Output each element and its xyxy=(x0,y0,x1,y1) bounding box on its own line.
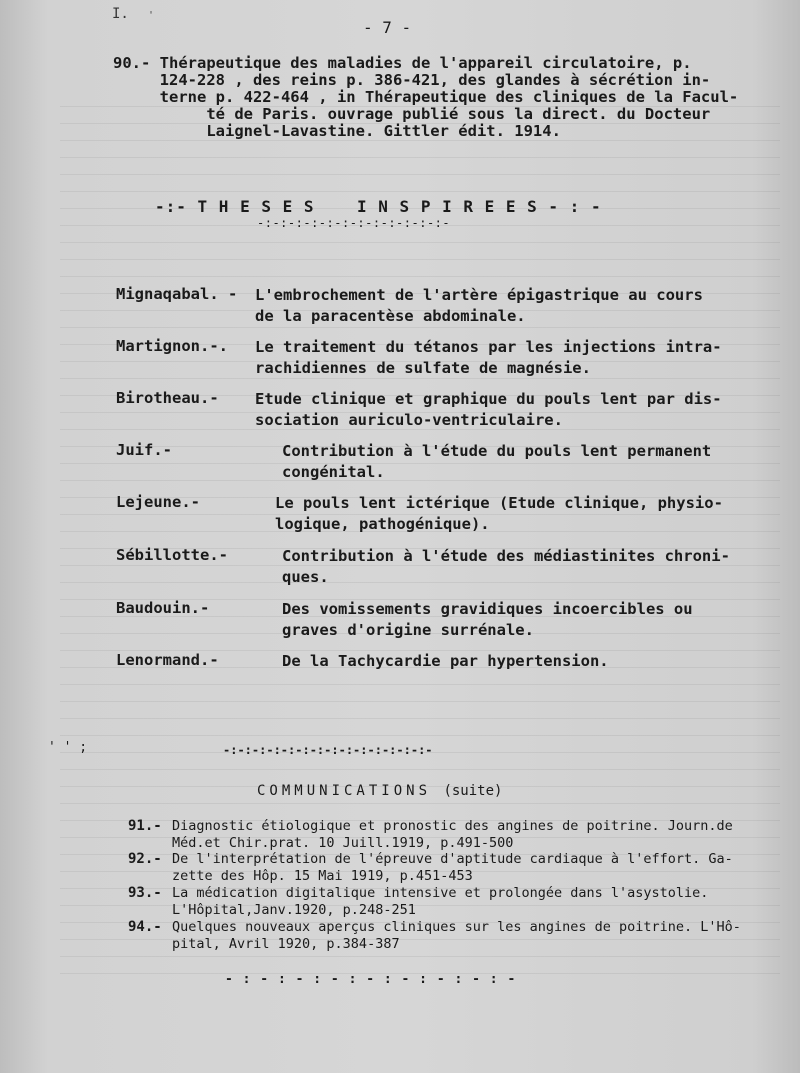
communication-number: 92.- xyxy=(128,851,162,867)
thesis-line: De la Tachycardie par hypertension. xyxy=(282,652,609,670)
theses-section-rule: -:-:-:-:-:-:-:-:-:-:-:-:- xyxy=(257,216,451,230)
communication-number: 93.- xyxy=(128,885,162,901)
thesis-text xyxy=(255,337,795,379)
thesis-text xyxy=(282,441,800,483)
thesis-line: de la paracentèse abdominale. xyxy=(255,307,526,325)
communication-line: Méd.et Chir.prat. 10 Juill.1919, p.491-500 xyxy=(172,835,514,851)
thesis-text xyxy=(255,285,795,327)
theses-section-title: -:- T H E S E S I N S P I R E E S - : - xyxy=(155,197,602,216)
thesis-text xyxy=(282,599,800,641)
communication-text xyxy=(172,919,792,953)
entry-90-line: 124-228 , des reins p. 386-421, des glandes à sécrétion in- xyxy=(113,71,711,89)
thesis-line: Contribution à l'étude des médiastinites chroni- xyxy=(282,547,730,565)
thesis-line: L'embrochement de l'artère épigastrique au cours xyxy=(255,286,703,304)
communication-number: 94.- xyxy=(128,919,162,935)
thesis-line: congénital. xyxy=(282,463,385,481)
thesis-line: rachidiennes de sulfate de magnésie. xyxy=(255,359,591,377)
corner-mark: I. xyxy=(112,6,129,22)
communication-text xyxy=(172,885,792,919)
thesis-text xyxy=(255,389,795,431)
entry-90-line: 90.- Thérapeutique des maladies de l'appareil circulatoire, p. xyxy=(113,54,692,72)
thesis-text xyxy=(275,493,800,535)
communication-text xyxy=(172,818,792,852)
communications-title-text: COMMUNICATIONS xyxy=(257,783,432,799)
communication-line: La médication digitalique intensive et prolongée dans l'asystolie. xyxy=(172,885,709,901)
margin-mark: ' ' ; xyxy=(48,740,88,755)
entry-90 xyxy=(113,55,793,140)
thesis-text xyxy=(282,651,800,672)
thesis-author: Birotheau.- xyxy=(116,389,219,407)
thesis-line: Etude clinique et graphique du pouls lent par dis- xyxy=(255,390,722,408)
entry-90-line: té de Paris. ouvrage publié sous la direct. du Docteur xyxy=(113,105,711,123)
thesis-line: Le traitement du tétanos par les injections intra- xyxy=(255,338,722,356)
thesis-author: Martignon.-. xyxy=(116,337,228,355)
thesis-line: Le pouls lent ictérique (Etude clinique, physio- xyxy=(275,494,723,512)
communication-line: pital, Avril 1920, p.384-387 xyxy=(172,936,400,952)
communication-number: 91.- xyxy=(128,818,162,834)
communication-line: zette des Hôp. 15 Mai 1919, p.451-453 xyxy=(172,868,473,884)
thesis-author: Sébillotte.- xyxy=(116,546,228,564)
section-divider: -:-:-:-:-:-:-:-:-:-:-:-:-:-:- xyxy=(223,743,433,757)
communication-line: Quelques nouveaux aperçus cliniques sur les angines de poitrine. L'Hô- xyxy=(172,919,741,935)
thesis-author: Mignaqabal. - xyxy=(116,285,238,303)
entry-90-line: Laignel-Lavastine. Gittler édit. 1914. xyxy=(113,122,561,140)
thesis-line: Des vomissements gravidiques incoercibles ou xyxy=(282,600,693,618)
thesis-line: logique, pathogénique). xyxy=(275,515,490,533)
thesis-author: Juif.- xyxy=(116,441,172,459)
communication-line: De l'interprétation de l'épreuve d'aptitude cardiaque à l'effort. Ga- xyxy=(172,851,733,867)
communication-line: Diagnostic étiologique et pronostic des angines de poitrine. Journ.de xyxy=(172,818,733,834)
communication-text xyxy=(172,851,792,885)
thesis-text xyxy=(282,546,800,588)
thesis-author: Baudouin.- xyxy=(116,599,210,617)
entry-90-line: terne p. 422-464 , in Thérapeutique des cliniques de la Facul- xyxy=(113,88,739,106)
thesis-line: sociation auriculo-ventriculaire. xyxy=(255,411,563,429)
communications-title xyxy=(257,783,502,799)
communications-suite: (suite) xyxy=(443,783,503,799)
thesis-line: graves d'origine surrénale. xyxy=(282,621,534,639)
communication-line: L'Hôpital,Janv.1920, p.248-251 xyxy=(172,902,416,918)
thesis-line: ques. xyxy=(282,568,329,586)
page-number: - 7 - xyxy=(363,18,412,37)
bottom-divider: - : - : - : - : - : - : - : - : - xyxy=(225,972,517,987)
thesis-line: Contribution à l'étude du pouls lent permanent xyxy=(282,442,712,460)
corner-mark-secondary: ' xyxy=(148,10,155,21)
thesis-author: Lejeune.- xyxy=(116,493,200,511)
thesis-author: Lenormand.- xyxy=(116,651,219,669)
